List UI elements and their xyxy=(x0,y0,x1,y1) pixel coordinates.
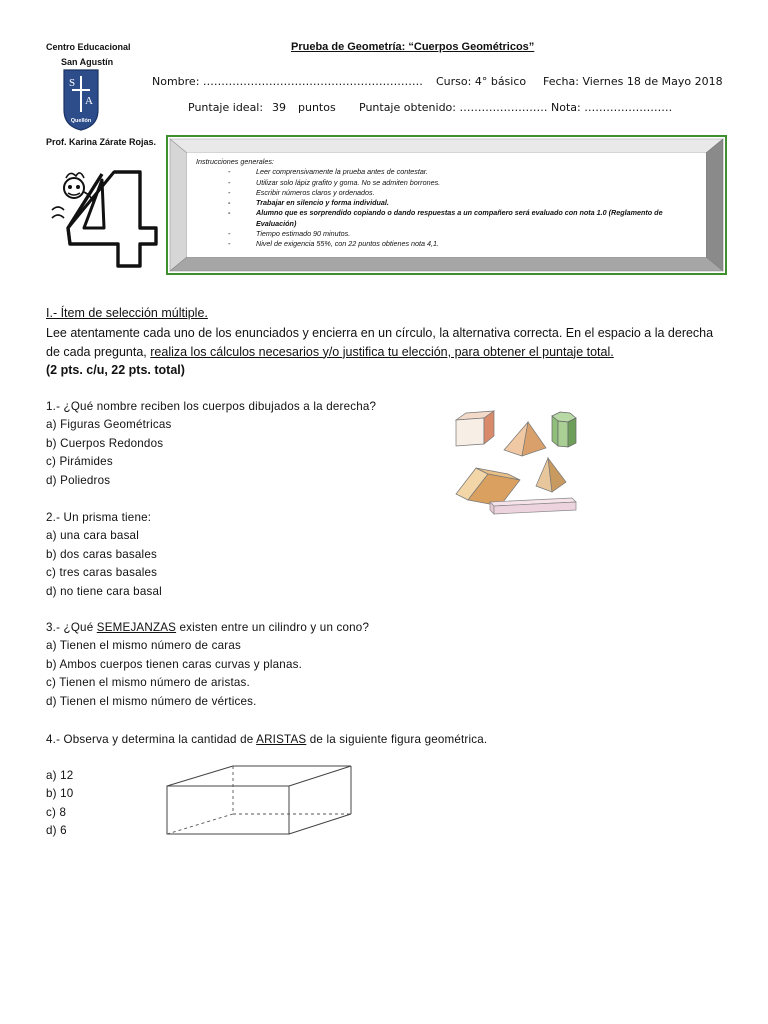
nombre-field[interactable]: Nombre: …………………………………………………… xyxy=(152,75,423,88)
answer-option[interactable]: d) 6 xyxy=(46,824,67,838)
page-title: Prueba de Geometría: “Cuerpos Geométricos” xyxy=(291,41,535,53)
instruction-item: - Nivel de exigencia 55%, con 22 puntos obtienes nota 4,1. xyxy=(228,239,440,249)
instruction-item: - Utilizar solo lápiz grafito y goma. No se admiten borrones. xyxy=(228,177,441,187)
curso-label: Curso: 4° básico xyxy=(436,75,527,88)
answer-option[interactable]: a) Figuras Geométricas xyxy=(46,418,172,432)
puntaje-obtenido-field[interactable]: Puntaje obtenido: …………………… Nota: …………………… xyxy=(359,101,673,114)
puntaje-ideal-unit: puntos xyxy=(298,101,336,114)
answer-option[interactable]: a) Tienen el mismo número de caras xyxy=(46,639,241,653)
fecha-label: Fecha: Viernes 18 de Mayo 2018 xyxy=(543,75,723,88)
rectangular-prism-figure xyxy=(163,762,355,838)
instruction-item: - Leer comprensivamente la prueba antes de contestar. xyxy=(228,167,428,177)
question-1 xyxy=(46,398,376,490)
question-2 xyxy=(46,509,162,601)
answer-option[interactable]: c) 8 xyxy=(46,805,67,819)
answer-option[interactable]: b) dos caras basales xyxy=(46,547,157,561)
question-4-options xyxy=(46,767,73,841)
question-stem: 2.- Un prisma tiene: xyxy=(46,511,152,524)
keyword-aristas: ARISTAS xyxy=(256,733,307,746)
answer-option[interactable]: b) 10 xyxy=(46,787,74,801)
answer-option[interactable]: d) Tienen el mismo número de vértices. xyxy=(46,694,257,708)
instruction-item: - Alumno que es sorprendido copiando o dando respuestas a un compañero será evaluado con nota 1.0 (Reglamento de Evaluación) xyxy=(228,208,663,228)
answer-option[interactable]: b) Cuerpos Redondos xyxy=(46,436,164,450)
instruction-item: - Trabajar en silencio y forma individual. xyxy=(228,198,389,208)
answer-option[interactable]: d) Poliedros xyxy=(46,473,111,487)
question-stem: 4.- Observa y determina la cantidad de ARISTAS de la siguiente figura geométrica. xyxy=(46,733,488,746)
keyword-semejanzas: SEMEJANZAS xyxy=(96,621,177,634)
question-4 xyxy=(46,731,487,749)
answer-option[interactable]: c) Tienen el mismo número de aristas. xyxy=(46,676,250,690)
section-intro: Lee atentamente cada uno de los enunciados y encierra en un círculo, la alternativa correcta. En el espacio a la derecha de cada pregunta, realiza los cálculos necesarios y/o justifica tu elección, para obtener el puntaje total. xyxy=(46,326,714,359)
answer-option[interactable]: a) 12 xyxy=(46,769,74,782)
instructions-heading: Instrucciones generales: xyxy=(196,157,274,166)
logo-letter-a: A xyxy=(85,95,93,107)
mascot-number-four xyxy=(44,170,162,270)
puntaje-ideal-label: Puntaje ideal: xyxy=(188,101,264,114)
section-points: (2 pts. c/u, 22 pts. total) xyxy=(46,363,185,377)
instructions-frame xyxy=(166,135,727,275)
section-title: I.- Ítem de selección múltiple. xyxy=(46,306,208,320)
question-stem: 3.- ¿Qué SEMEJANZAS existen entre un cilindro y un cono? xyxy=(46,621,370,634)
instruction-item: - Tiempo estimado 90 minutos. xyxy=(228,229,351,239)
school-name: Centro Educacional xyxy=(46,42,131,52)
school-logo xyxy=(62,68,100,132)
school-campus: San Agustín xyxy=(61,57,114,67)
mascot-digit: 4 xyxy=(119,240,120,241)
geometric-solids-image xyxy=(448,410,583,520)
instruction-item: - Escribir números claros y ordenados. xyxy=(228,187,375,197)
answer-option[interactable]: c) Pirámides xyxy=(46,455,113,469)
answer-option[interactable]: b) Ambos cuerpos tienen caras curvas y planas. xyxy=(46,657,303,671)
answer-option[interactable]: c) tres caras basales xyxy=(46,566,158,580)
logo-caption: Quellón xyxy=(70,118,92,124)
answer-option[interactable]: d) no tiene cara basal xyxy=(46,584,162,598)
puntaje-ideal-value: 39 xyxy=(272,101,286,114)
teacher-name: Prof. Karina Zárate Rojas. xyxy=(46,137,157,147)
question-stem: 1.- ¿Qué nombre reciben los cuerpos dibujados a la derecha? xyxy=(46,400,377,413)
question-3 xyxy=(46,619,369,711)
logo-letter-s: S xyxy=(69,77,76,89)
answer-option[interactable]: a) una cara basal xyxy=(46,529,139,543)
